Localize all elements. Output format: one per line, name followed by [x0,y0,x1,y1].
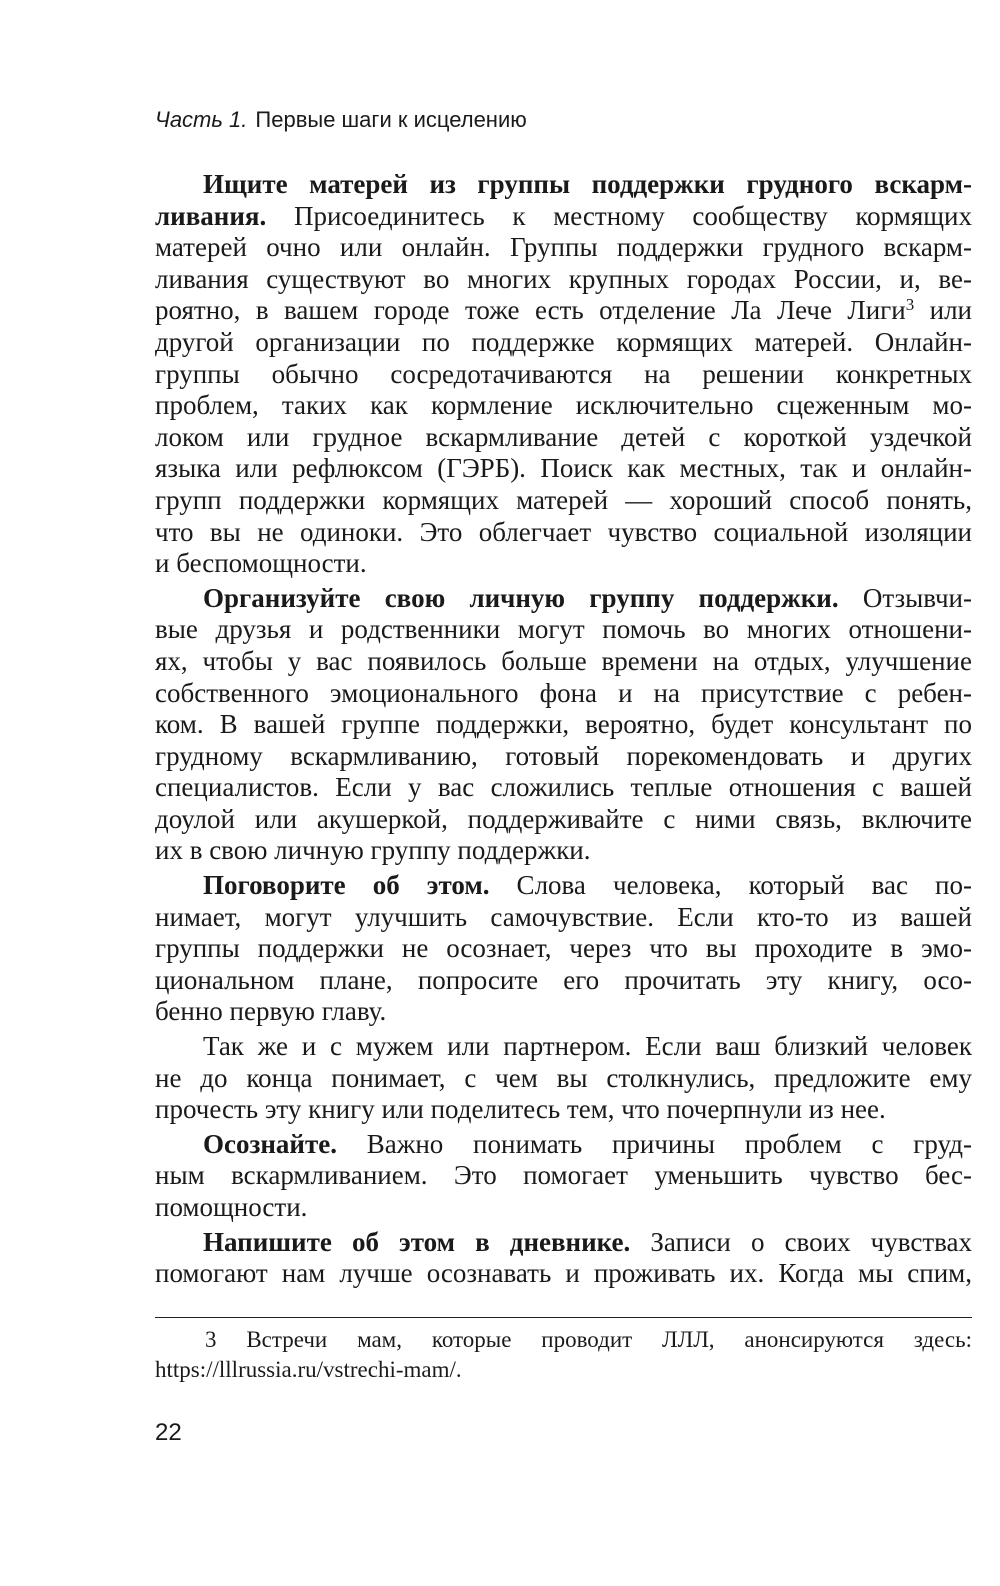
text-line [155,870,972,902]
paragraph [155,1031,972,1126]
body-text-run: и беспомощности. [155,548,367,579]
body-text-run: ливания существуют во многих крупных городах России, и, ве- [155,263,972,294]
chapter-title: Первые шаги к исцелению [255,107,527,132]
bold-lead-in: Ищите матерей из группы поддержки грудного вскарм- [203,169,972,199]
page-number: 22 [155,1419,182,1446]
bold-lead-in: Поговорите об этом. [203,870,490,901]
body-text-run: Присоединитесь к местному сообществу кормящих [266,200,972,231]
text-line [155,517,972,549]
paragraph [155,583,972,867]
text-line [155,646,972,678]
text-line [155,996,972,1028]
text-line [155,741,972,773]
text-line [155,709,972,741]
body-text-run: Так же и с мужем или партнером. Если ваш близкий человек [203,1031,972,1062]
body-text-run: групп поддержки кормящих матерей — хороший способ понять, [155,484,972,515]
bold-lead-in: Осознайте. [203,1128,337,1159]
body-text-run: доулой или акушеркой, поддерживайте с ними связь, включите [155,803,972,834]
text-line [155,1258,972,1290]
text-line [155,169,972,201]
text-line [155,902,972,934]
text-line [155,1160,972,1192]
body-text-run: не до конца понимает, с чем вы столкнулись, предложите ему [155,1062,972,1093]
text-line [155,965,972,997]
text-line [155,1094,972,1126]
text-line [155,1031,972,1063]
text-line [155,422,972,454]
footnote-url: https://lllrussia.ru/vstrechi-mam/. [155,1357,462,1382]
body-text-run: ях, чтобы у вас появилось больше времени на отдых, улучшение [155,645,972,676]
bold-lead-in: Организуйте свою личную группу поддержки. [203,582,839,613]
footnote [155,1325,972,1385]
body-text-run: что вы не одиноки. Это облегчает чувство социальной изоляции [155,516,972,547]
body-text-run: помогают нам лучше осознавать и проживать их. Когда мы спим, [155,1258,972,1289]
body-text-run: Важно понимать причины проблем с груд- [336,1128,972,1159]
body-text-run: прочесть эту книгу или поделитесь тем, что почерпнули из нее. [155,1094,886,1125]
body-text-run: собственного эмоционального фона и на присутствие с ребен- [155,677,972,708]
text-line [155,295,972,327]
footnote-divider [155,1317,972,1318]
paragraph [155,1129,972,1224]
running-header [155,106,527,134]
body-text-run: или [914,295,972,326]
part-label: Часть 1. [155,107,248,132]
body-text-run: локом или грудное вскармливание детей с короткой уздечкой [155,421,972,452]
body-text-run: циональном плане, попросите его прочитать эту книгу, осо- [155,964,972,995]
body-text-run: специалистов. Если у вас сложились теплые отношения с вашей [155,772,972,803]
body-text-run: вые друзья и родственники могут помочь во многих отношени- [155,614,972,645]
text-line [155,548,972,580]
text-line [155,1192,972,1224]
body-text-run: матерей очно или онлайн. Группы поддержки грудного вскарм- [155,232,972,263]
body-text-run: роятно, в вашем городе тоже есть отделение Ла Лече Лиги [155,295,906,326]
text-line [155,583,972,615]
text-line [155,453,972,485]
body-text-run: грудному вскармливанию, готовый порекомендовать и других [155,740,972,771]
footnote-marker: 3 [205,1327,217,1352]
text-line [155,772,972,804]
text-line [155,264,972,296]
footnote-reference: 3 [905,295,915,315]
body-text-run: их в свою личную группу поддержки. [155,835,591,866]
footnote-line [155,1325,972,1355]
footnote-line [155,1355,972,1385]
paragraph [155,169,972,580]
paragraph [155,870,972,1028]
body-text-run: группы обычно сосредотачиваются на решении конкретных [155,358,972,389]
text-line [155,201,972,233]
body-text-run: проблем, таких как кормление исключительно сцеженным мо- [155,390,972,421]
text-line [155,678,972,710]
text-line [155,1063,972,1095]
body-text-run: ком. В вашей группе поддержки, вероятно, будет консультант по [155,709,972,740]
footnote-text: Встречи мам, которые проводит ЛЛЛ, анонсируются здесь: [246,1327,973,1352]
body-text-run: нимает, могут улучшить самочувствие. Если кто-то из вашей [155,901,972,932]
text-line [155,485,972,517]
body-text-run: языка или рефлюксом (ГЭРБ). Поиск как местных, так и онлайн- [155,453,972,484]
body-text-run: Слова человека, который вас по- [489,870,972,901]
text-line [155,1227,972,1259]
text-line [155,327,972,359]
body-text-run: другой организации по поддержке кормящих матерей. Онлайн- [155,326,972,357]
text-line [155,835,972,867]
text-line [155,614,972,646]
text-line [155,390,972,422]
body-text [155,169,972,1290]
body-text-run: группы поддержки не осознает, через что вы проходите в эмо- [155,933,972,964]
body-text-run: Записи о своих чувствах [630,1226,972,1257]
bold-lead-in: Напишите об этом в дневнике. [203,1226,631,1257]
text-line [155,359,972,391]
body-text-run: ным вскармливанием. Это помогает уменьшить чувство бес- [155,1160,972,1191]
text-line [155,933,972,965]
text-line [155,1129,972,1161]
text-line [155,232,972,264]
text-line [155,804,972,836]
bold-lead-in: ливания. [155,200,267,231]
body-text-run: помощности. [155,1192,308,1222]
body-text-run: бенно первую главу. [155,996,387,1027]
body-text-run: Отзывчи- [838,582,972,613]
paragraph [155,1227,972,1290]
